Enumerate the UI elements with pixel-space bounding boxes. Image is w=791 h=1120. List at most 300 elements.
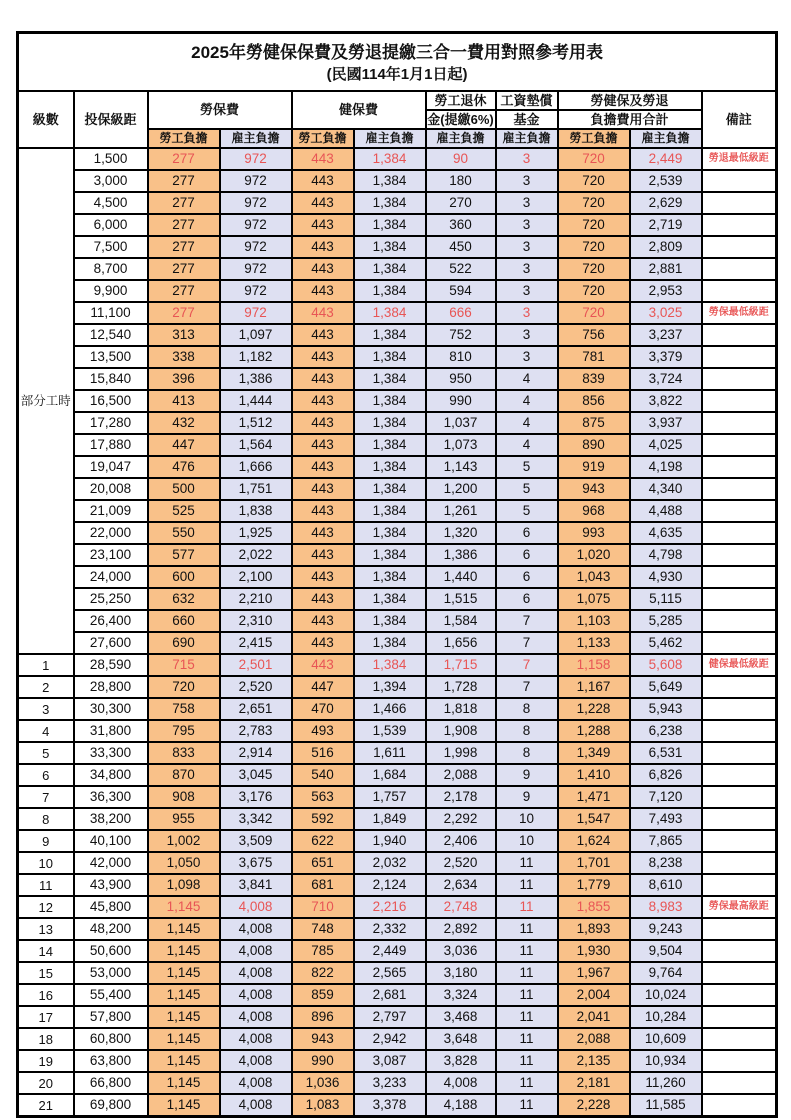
bracket-cell: 33,300 xyxy=(74,742,148,764)
table-row xyxy=(18,390,777,412)
value-cell: 540 xyxy=(292,764,354,786)
value-cell: 1,547 xyxy=(558,808,630,830)
value-cell: 6 xyxy=(496,588,558,610)
value-cell: 10,284 xyxy=(630,1006,702,1028)
level-cell: 11 xyxy=(18,874,74,896)
table-row xyxy=(18,786,777,808)
value-cell: 822 xyxy=(292,962,354,984)
value-cell: 4,008 xyxy=(220,984,292,1006)
value-cell: 563 xyxy=(292,786,354,808)
value-cell: 4,008 xyxy=(220,1094,292,1117)
value-cell: 277 xyxy=(148,236,220,258)
value-cell: 11 xyxy=(496,896,558,918)
table-row xyxy=(18,676,777,698)
value-cell: 972 xyxy=(220,236,292,258)
value-cell: 8 xyxy=(496,698,558,720)
value-cell: 1,410 xyxy=(558,764,630,786)
value-cell: 1,666 xyxy=(220,456,292,478)
value-cell: 720 xyxy=(558,148,630,170)
value-cell: 1,728 xyxy=(426,676,496,698)
value-cell: 4,008 xyxy=(220,1072,292,1094)
value-cell: 1,384 xyxy=(354,522,426,544)
value-cell: 4,008 xyxy=(220,896,292,918)
note-cell xyxy=(702,610,777,632)
value-cell: 810 xyxy=(426,346,496,368)
value-cell: 1,539 xyxy=(354,720,426,742)
value-cell: 3,025 xyxy=(630,302,702,324)
value-cell: 9,243 xyxy=(630,918,702,940)
value-cell: 2,914 xyxy=(220,742,292,764)
level-cell: 2 xyxy=(18,676,74,698)
note-cell xyxy=(702,940,777,962)
table-row xyxy=(18,984,777,1006)
value-cell: 3,675 xyxy=(220,852,292,874)
level-cell: 14 xyxy=(18,940,74,962)
value-cell: 1,133 xyxy=(558,632,630,654)
table-row xyxy=(18,214,777,236)
value-cell: 720 xyxy=(558,280,630,302)
value-cell: 3,237 xyxy=(630,324,702,346)
value-cell: 413 xyxy=(148,390,220,412)
col-header-note: 備註 xyxy=(702,91,777,148)
value-cell: 2,953 xyxy=(630,280,702,302)
value-cell: 180 xyxy=(426,170,496,192)
value-cell: 3,378 xyxy=(354,1094,426,1117)
value-cell: 972 xyxy=(220,214,292,236)
value-cell: 313 xyxy=(148,324,220,346)
value-cell: 470 xyxy=(292,698,354,720)
value-cell: 443 xyxy=(292,566,354,588)
part-time-span-cell: 部分工時 xyxy=(18,148,74,654)
note-cell xyxy=(702,236,777,258)
value-cell: 443 xyxy=(292,478,354,500)
table-row xyxy=(18,1028,777,1050)
value-cell: 1,228 xyxy=(558,698,630,720)
bracket-cell: 48,200 xyxy=(74,918,148,940)
value-cell: 3,828 xyxy=(426,1050,496,1072)
value-cell: 516 xyxy=(292,742,354,764)
value-cell: 1,050 xyxy=(148,852,220,874)
value-cell: 2,783 xyxy=(220,720,292,742)
table-row xyxy=(18,610,777,632)
value-cell: 2,022 xyxy=(220,544,292,566)
value-cell: 833 xyxy=(148,742,220,764)
value-cell: 277 xyxy=(148,214,220,236)
bracket-cell: 28,800 xyxy=(74,676,148,698)
bracket-cell: 36,300 xyxy=(74,786,148,808)
value-cell: 1,849 xyxy=(354,808,426,830)
bracket-cell: 38,200 xyxy=(74,808,148,830)
value-cell: 972 xyxy=(220,148,292,170)
value-cell: 4 xyxy=(496,368,558,390)
value-cell: 7 xyxy=(496,676,558,698)
table-row xyxy=(18,1006,777,1028)
value-cell: 875 xyxy=(558,412,630,434)
value-cell: 1,083 xyxy=(292,1094,354,1117)
value-cell: 1,288 xyxy=(558,720,630,742)
value-cell: 270 xyxy=(426,192,496,214)
value-cell: 950 xyxy=(426,368,496,390)
value-cell: 720 xyxy=(558,170,630,192)
value-cell: 4,635 xyxy=(630,522,702,544)
value-cell: 9 xyxy=(496,786,558,808)
value-cell: 908 xyxy=(148,786,220,808)
value-cell: 2,520 xyxy=(426,852,496,874)
value-cell: 3 xyxy=(496,192,558,214)
value-cell: 1,998 xyxy=(426,742,496,764)
value-cell: 1,043 xyxy=(558,566,630,588)
bracket-cell: 69,800 xyxy=(74,1094,148,1117)
bracket-cell: 11,100 xyxy=(74,302,148,324)
value-cell: 2,415 xyxy=(220,632,292,654)
value-cell: 522 xyxy=(426,258,496,280)
value-cell: 1,584 xyxy=(426,610,496,632)
value-cell: 1,757 xyxy=(354,786,426,808)
value-cell: 1,145 xyxy=(148,1006,220,1028)
value-cell: 839 xyxy=(558,368,630,390)
value-cell: 896 xyxy=(292,1006,354,1028)
value-cell: 4,008 xyxy=(220,940,292,962)
value-cell: 3 xyxy=(496,324,558,346)
table-row xyxy=(18,940,777,962)
value-cell: 1,384 xyxy=(354,566,426,588)
table-row xyxy=(18,522,777,544)
value-cell: 2,892 xyxy=(426,918,496,940)
bracket-cell: 24,000 xyxy=(74,566,148,588)
value-cell: 4 xyxy=(496,390,558,412)
value-cell: 870 xyxy=(148,764,220,786)
value-cell: 2,634 xyxy=(426,874,496,896)
value-cell: 2,797 xyxy=(354,1006,426,1028)
value-cell: 5,115 xyxy=(630,588,702,610)
note-cell xyxy=(702,478,777,500)
value-cell: 4,798 xyxy=(630,544,702,566)
value-cell: 90 xyxy=(426,148,496,170)
value-cell: 7,120 xyxy=(630,786,702,808)
bracket-cell: 53,000 xyxy=(74,962,148,984)
note-cell xyxy=(702,1006,777,1028)
value-cell: 443 xyxy=(292,324,354,346)
value-cell: 972 xyxy=(220,258,292,280)
value-cell: 1,182 xyxy=(220,346,292,368)
bracket-cell: 42,000 xyxy=(74,852,148,874)
value-cell: 2,629 xyxy=(630,192,702,214)
value-cell: 5,462 xyxy=(630,632,702,654)
value-cell: 4,025 xyxy=(630,434,702,456)
value-cell: 10 xyxy=(496,808,558,830)
value-cell: 1,145 xyxy=(148,918,220,940)
value-cell: 11 xyxy=(496,962,558,984)
value-cell: 1,751 xyxy=(220,478,292,500)
value-cell: 3,822 xyxy=(630,390,702,412)
value-cell: 1,384 xyxy=(354,456,426,478)
value-cell: 3,468 xyxy=(426,1006,496,1028)
level-cell: 19 xyxy=(18,1050,74,1072)
value-cell: 3,509 xyxy=(220,830,292,852)
bracket-cell: 30,300 xyxy=(74,698,148,720)
value-cell: 10 xyxy=(496,830,558,852)
value-cell: 1,779 xyxy=(558,874,630,896)
value-cell: 2,449 xyxy=(630,148,702,170)
bracket-cell: 27,600 xyxy=(74,632,148,654)
value-cell: 781 xyxy=(558,346,630,368)
value-cell: 443 xyxy=(292,170,354,192)
value-cell: 651 xyxy=(292,852,354,874)
value-cell: 443 xyxy=(292,456,354,478)
table-title: 2025年勞健保保費及勞退提繳三合一費用對照參考用表 xyxy=(191,42,603,62)
value-cell: 690 xyxy=(148,632,220,654)
value-cell: 3 xyxy=(496,302,558,324)
bracket-cell: 9,900 xyxy=(74,280,148,302)
value-cell: 10,609 xyxy=(630,1028,702,1050)
value-cell: 2,088 xyxy=(558,1028,630,1050)
value-cell: 1,158 xyxy=(558,654,630,676)
note-cell xyxy=(702,720,777,742)
value-cell: 11 xyxy=(496,1028,558,1050)
subheader-wage-fund-employer: 雇主負擔 xyxy=(496,129,558,148)
value-cell: 4,008 xyxy=(220,1050,292,1072)
value-cell: 443 xyxy=(292,390,354,412)
table-row xyxy=(18,500,777,522)
fee-comparison-table xyxy=(16,31,778,1118)
value-cell: 5,943 xyxy=(630,698,702,720)
value-cell: 4,008 xyxy=(426,1072,496,1094)
table-row xyxy=(18,1094,777,1117)
value-cell: 2,124 xyxy=(354,874,426,896)
table-row xyxy=(18,918,777,940)
note-cell xyxy=(702,258,777,280)
value-cell: 3,937 xyxy=(630,412,702,434)
bracket-cell: 66,800 xyxy=(74,1072,148,1094)
value-cell: 715 xyxy=(148,654,220,676)
value-cell: 1,386 xyxy=(426,544,496,566)
bracket-cell: 1,500 xyxy=(74,148,148,170)
value-cell: 443 xyxy=(292,236,354,258)
note-cell: 勞保最高級距 xyxy=(702,896,777,918)
value-cell: 720 xyxy=(148,676,220,698)
value-cell: 577 xyxy=(148,544,220,566)
bracket-cell: 22,000 xyxy=(74,522,148,544)
value-cell: 10,934 xyxy=(630,1050,702,1072)
note-cell xyxy=(702,1028,777,1050)
table-row xyxy=(18,808,777,830)
value-cell: 2,178 xyxy=(426,786,496,808)
value-cell: 11 xyxy=(496,918,558,940)
bracket-cell: 6,000 xyxy=(74,214,148,236)
value-cell: 3 xyxy=(496,214,558,236)
value-cell: 1,384 xyxy=(354,588,426,610)
value-cell: 3 xyxy=(496,346,558,368)
value-cell: 720 xyxy=(558,214,630,236)
value-cell: 2,228 xyxy=(558,1094,630,1117)
value-cell: 1,073 xyxy=(426,434,496,456)
value-cell: 1,384 xyxy=(354,192,426,214)
subheader-total-employer: 雇主負擔 xyxy=(630,129,702,148)
value-cell: 2,539 xyxy=(630,170,702,192)
table-row xyxy=(18,456,777,478)
bracket-cell: 40,100 xyxy=(74,830,148,852)
note-cell xyxy=(702,280,777,302)
level-cell: 7 xyxy=(18,786,74,808)
value-cell: 756 xyxy=(558,324,630,346)
value-cell: 972 xyxy=(220,280,292,302)
value-cell: 972 xyxy=(220,302,292,324)
note-cell xyxy=(702,676,777,698)
value-cell: 7 xyxy=(496,654,558,676)
value-cell: 955 xyxy=(148,808,220,830)
value-cell: 1,715 xyxy=(426,654,496,676)
value-cell: 1,143 xyxy=(426,456,496,478)
value-cell: 1,384 xyxy=(354,170,426,192)
value-cell: 4,340 xyxy=(630,478,702,500)
value-cell: 7 xyxy=(496,632,558,654)
value-cell: 1,037 xyxy=(426,412,496,434)
level-cell: 3 xyxy=(18,698,74,720)
value-cell: 666 xyxy=(426,302,496,324)
table-row xyxy=(18,434,777,456)
bracket-cell: 19,047 xyxy=(74,456,148,478)
value-cell: 1,384 xyxy=(354,324,426,346)
value-cell: 990 xyxy=(292,1050,354,1072)
value-cell: 3 xyxy=(496,280,558,302)
value-cell: 856 xyxy=(558,390,630,412)
value-cell: 1,466 xyxy=(354,698,426,720)
note-cell: 健保最低級距 xyxy=(702,654,777,676)
value-cell: 277 xyxy=(148,148,220,170)
value-cell: 5,285 xyxy=(630,610,702,632)
value-cell: 443 xyxy=(292,610,354,632)
value-cell: 2,210 xyxy=(220,588,292,610)
value-cell: 2,332 xyxy=(354,918,426,940)
value-cell: 7,493 xyxy=(630,808,702,830)
note-cell xyxy=(702,852,777,874)
table-row xyxy=(18,1072,777,1094)
value-cell: 890 xyxy=(558,434,630,456)
bracket-cell: 16,500 xyxy=(74,390,148,412)
value-cell: 6,531 xyxy=(630,742,702,764)
note-cell: 勞保最低級距 xyxy=(702,302,777,324)
value-cell: 622 xyxy=(292,830,354,852)
value-cell: 2,719 xyxy=(630,214,702,236)
table-title-cell xyxy=(18,33,777,92)
value-cell: 592 xyxy=(292,808,354,830)
value-cell: 1,200 xyxy=(426,478,496,500)
value-cell: 10,024 xyxy=(630,984,702,1006)
value-cell: 476 xyxy=(148,456,220,478)
header-row-1 xyxy=(18,91,777,110)
value-cell: 1,930 xyxy=(558,940,630,962)
bracket-cell: 17,880 xyxy=(74,434,148,456)
value-cell: 1,384 xyxy=(354,632,426,654)
value-cell: 2,088 xyxy=(426,764,496,786)
value-cell: 1,818 xyxy=(426,698,496,720)
value-cell: 632 xyxy=(148,588,220,610)
value-cell: 1,624 xyxy=(558,830,630,852)
value-cell: 1,386 xyxy=(220,368,292,390)
note-cell xyxy=(702,368,777,390)
value-cell: 785 xyxy=(292,940,354,962)
value-cell: 443 xyxy=(292,522,354,544)
col-header-level: 級數 xyxy=(18,91,74,148)
value-cell: 11 xyxy=(496,1072,558,1094)
value-cell: 1,940 xyxy=(354,830,426,852)
col-header-total-line2: 負擔費用合計 xyxy=(558,110,702,129)
value-cell: 11 xyxy=(496,874,558,896)
value-cell: 525 xyxy=(148,500,220,522)
value-cell: 500 xyxy=(148,478,220,500)
value-cell: 4,198 xyxy=(630,456,702,478)
note-cell: 勞退最低級距 xyxy=(702,148,777,170)
value-cell: 3,087 xyxy=(354,1050,426,1072)
value-cell: 5,608 xyxy=(630,654,702,676)
value-cell: 720 xyxy=(558,236,630,258)
bracket-cell: 15,840 xyxy=(74,368,148,390)
value-cell: 3 xyxy=(496,148,558,170)
value-cell: 2,809 xyxy=(630,236,702,258)
value-cell: 2,942 xyxy=(354,1028,426,1050)
note-cell xyxy=(702,918,777,940)
value-cell: 1,384 xyxy=(354,346,426,368)
value-cell: 2,406 xyxy=(426,830,496,852)
bracket-cell: 3,000 xyxy=(74,170,148,192)
value-cell: 4,188 xyxy=(426,1094,496,1117)
value-cell: 758 xyxy=(148,698,220,720)
bracket-cell: 23,100 xyxy=(74,544,148,566)
value-cell: 3,233 xyxy=(354,1072,426,1094)
value-cell: 1,656 xyxy=(426,632,496,654)
value-cell: 859 xyxy=(292,984,354,1006)
subheader-pension-employer: 雇主負擔 xyxy=(426,129,496,148)
value-cell: 11 xyxy=(496,940,558,962)
value-cell: 1,167 xyxy=(558,676,630,698)
value-cell: 4 xyxy=(496,412,558,434)
value-cell: 443 xyxy=(292,192,354,214)
value-cell: 4,930 xyxy=(630,566,702,588)
value-cell: 5,649 xyxy=(630,676,702,698)
value-cell: 2,449 xyxy=(354,940,426,962)
value-cell: 1,384 xyxy=(354,236,426,258)
note-cell xyxy=(702,192,777,214)
value-cell: 277 xyxy=(148,170,220,192)
table-row xyxy=(18,588,777,610)
level-cell: 9 xyxy=(18,830,74,852)
value-cell: 1,145 xyxy=(148,1072,220,1094)
value-cell: 4,488 xyxy=(630,500,702,522)
value-cell: 9 xyxy=(496,764,558,786)
value-cell: 1,145 xyxy=(148,896,220,918)
table-row xyxy=(18,236,777,258)
value-cell: 3,648 xyxy=(426,1028,496,1050)
value-cell: 8 xyxy=(496,742,558,764)
value-cell: 720 xyxy=(558,258,630,280)
value-cell: 493 xyxy=(292,720,354,742)
value-cell: 943 xyxy=(558,478,630,500)
table-row xyxy=(18,170,777,192)
level-cell: 21 xyxy=(18,1094,74,1117)
table-row xyxy=(18,258,777,280)
value-cell: 443 xyxy=(292,632,354,654)
value-cell: 3,324 xyxy=(426,984,496,1006)
bracket-cell: 13,500 xyxy=(74,346,148,368)
note-cell xyxy=(702,412,777,434)
value-cell: 2,565 xyxy=(354,962,426,984)
table-row xyxy=(18,148,777,170)
value-cell: 443 xyxy=(292,368,354,390)
value-cell: 1,384 xyxy=(354,610,426,632)
value-cell: 11 xyxy=(496,1094,558,1117)
bracket-cell: 26,400 xyxy=(74,610,148,632)
value-cell: 396 xyxy=(148,368,220,390)
